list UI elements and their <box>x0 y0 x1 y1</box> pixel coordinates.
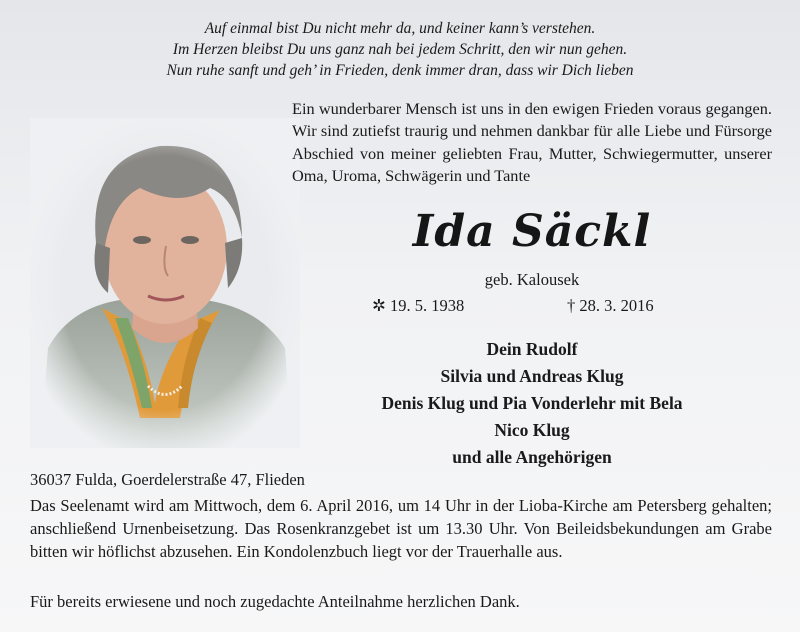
mourner-entry: Dein Rudolf <box>486 339 578 359</box>
death-date: † 28. 3. 2016 <box>567 296 654 315</box>
maiden-name: geb. Kalousek <box>484 270 580 289</box>
portrait-photo <box>30 118 300 448</box>
poem-line: Auf einmal bist Du nicht mehr da, und keiner kann’s verstehen. <box>204 20 596 37</box>
mourners-list <box>292 336 772 471</box>
birth-date: ✲ 19. 5. 1938 <box>372 296 465 315</box>
deceased-name: Ida Säckl <box>412 206 652 257</box>
mourner-entry: Denis Klug und Pia Vonderlehr mit Bela <box>381 393 683 413</box>
intro-text: Ein wunderbarer Mensch ist uns in den ewigen Frieden voraus gegangen. Wir sind zutiefst traurig und nehmen dankbar für alle Liebe und Fürsorge Abschied von meiner geliebten Frau, Mutter, Schwiegermutter, unserer Oma, Uroma, Schwägerin und Tante <box>292 99 772 185</box>
mourner-entry: Silvia und Andreas Klug <box>440 366 624 386</box>
thanks-note: Für bereits erwiesene und noch zugedachte Anteilnahme herzlichen Dank. <box>30 592 520 611</box>
mourner-entry: und alle Angehörigen <box>452 447 612 467</box>
memorial-poem <box>60 18 740 81</box>
family-address: 36037 Fulda, Goerdelerstraße 47, Flieden <box>30 470 305 489</box>
funeral-service-info: Das Seelenamt wird am Mittwoch, dem 6. April 2016, um 14 Uhr in der Lioba-Kirche am Petersberg gehalten; anschließend Urnenbeisetzung. Das Rosenkranzgebet ist um 13.30 Uhr. Von Beileidsbekundungen am Grabe bitten wir höflichst abzusehen. Ein Kondolenzbuch liegt vor der Trauerhalle aus. <box>30 496 772 561</box>
mourner-entry: Nico Klug <box>494 420 570 440</box>
poem-line: Nun ruhe sanft und geh’ in Frieden, denk immer dran, dass wir Dich lieben <box>166 62 634 79</box>
poem-line: Im Herzen bleibst Du uns ganz nah bei jedem Schritt, den wir nun gehen. <box>172 41 628 58</box>
